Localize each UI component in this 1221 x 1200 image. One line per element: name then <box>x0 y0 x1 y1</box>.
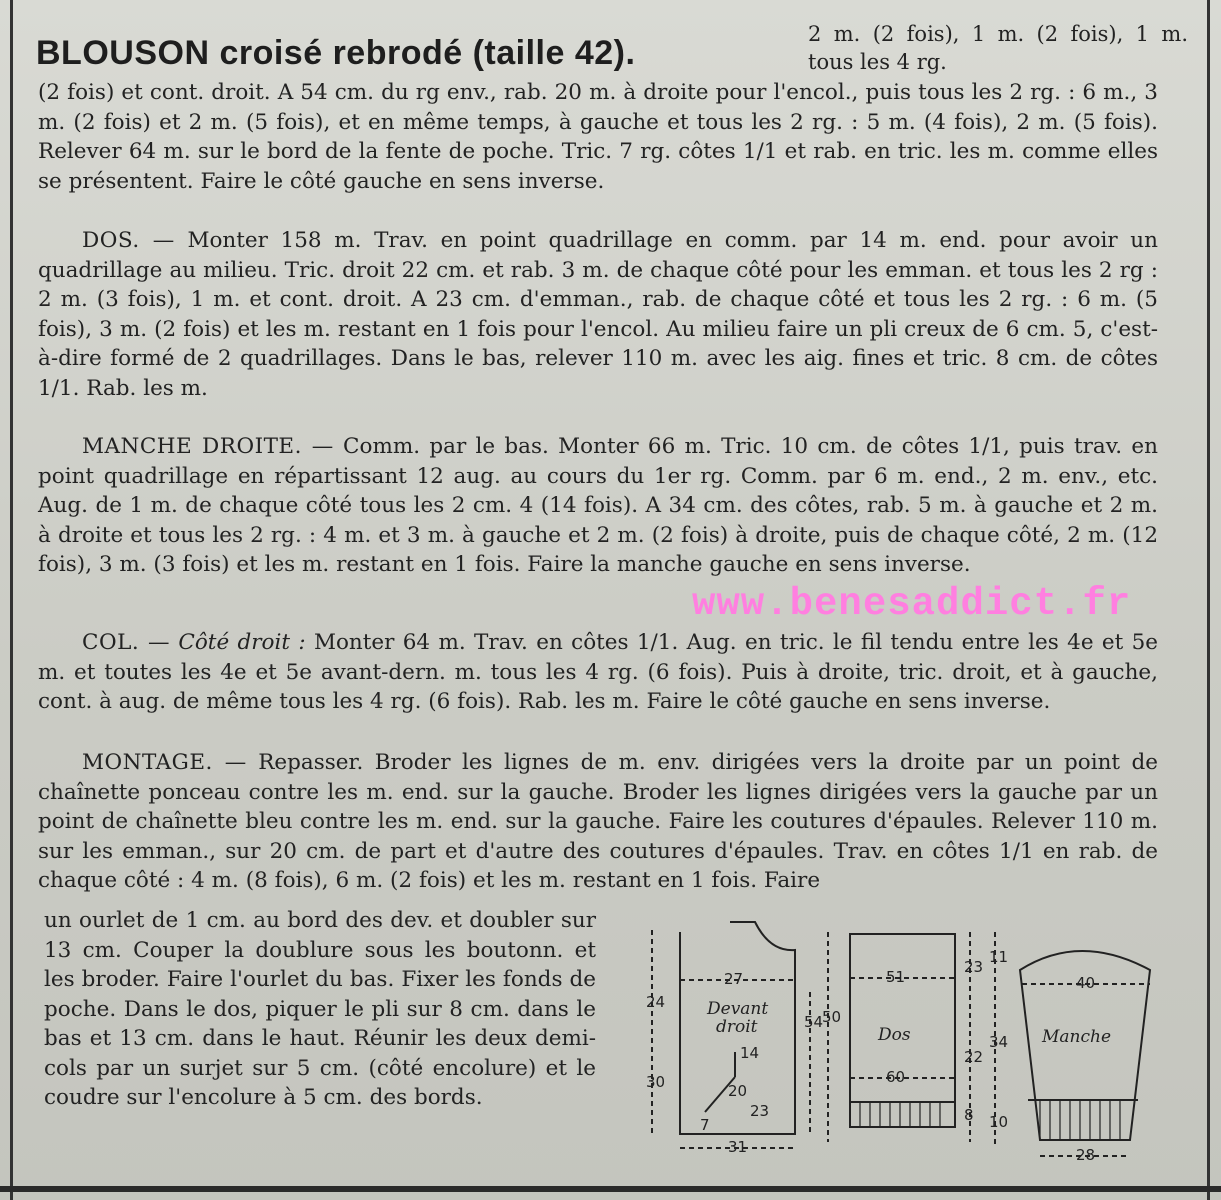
section-heading: DOS. — <box>82 228 175 253</box>
section-heading: COL. — <box>82 630 171 655</box>
title-continuation: 2 m. (2 fois), 1 m. (2 fois), 1 m. tous les 4 rg. <box>808 22 1188 74</box>
section-text: Repasser. Broder les lignes de m. env. dirigées vers la droite par un point de chaînette ponceau contre les m. end. sur la gauche. Broder les lignes dirigées vers la gauche par un point de chaînette bleu contre les m. end. sur la gauche. Faire les coutures d'épaules. Relever 110 m. sur les emman., sur 20 cm. de part et d'autre des coutures d'épaules. Trav. en côtes 1/1 en rab. de chaque côté : 4 m. (8 fois), 6 m. (2 fois) et les m. restant en 1 fois. Faire <box>38 750 1158 893</box>
pattern-schematic <box>610 912 1200 1182</box>
dos-right-bottom-dim: 22 <box>964 1048 984 1066</box>
manche-left-bottom-dim: 10 <box>989 1113 1009 1131</box>
section-text: Monter 158 m. Trav. en point quadrillage en comm. par 14 m. end. pour avoir un quadrillage au milieu. Tric. droit 22 cm. et rab. 3 m. de chaque côté pour les emman. et tous les 2 rg : 2 m. (3 fois), 1 m. et cont. droit. A 23 cm. d'emman., rab. de chaque côté et tous les 2 rg. : 6 m. (5 fois), 3 m. (2 fois) et les m. restant en 1 fois pour l'encol. Au milieu faire un pli creux de 6 cm. 5, c'est-à-dire formé de 2 quadrillages. Dans le bas, relever 110 m. avec les aig. fines et tric. 8 cm. de côtes 1/1. Rab. les m. <box>38 228 1158 401</box>
devant-bottom-dim: 31 <box>728 1138 748 1156</box>
pocket-dim-a: 14 <box>740 1044 760 1062</box>
devant-label-2: droit <box>716 1017 758 1037</box>
article-title: BLOUSON croisé rebrodé (taille 42). <box>36 34 636 72</box>
dos-left-dim: 50 <box>822 1008 842 1026</box>
manche-label: Manche <box>1042 1027 1112 1047</box>
manche-left-top-dim: 11 <box>989 948 1009 966</box>
montage-continuation: un ourlet de 1 cm. au bord des dev. et doubler sur 13 cm. Couper la doublure sous les boutonn. et les broder. Faire l'ourlet du bas. Fixer les fonds de poche. Dans le dos, piquer le pli sur 8 cm. dans le bas et 13 cm. dans le haut. Réunir les deux demi-cols par un surjet sur 5 cm. (côté encolure) et le coudre sur l'encolure à 5 cm. des bords. <box>44 908 596 1110</box>
manche-bottom-dim: 28 <box>1076 1146 1096 1164</box>
devant-top-dim: 27 <box>724 970 744 988</box>
section-heading: MONTAGE. — <box>82 750 247 775</box>
dos-hem-dim: 8 <box>964 1106 974 1124</box>
section-text: Comm. par le bas. Monter 66 m. Tric. 10 cm. de côtes 1/1, puis trav. en point quadrillage en répartissant 12 aug. au cours du 1er rg. Comm. par 6 m. end., 2 m. env., etc. Aug. de 1 m. de chaque côté tous les 2 cm. 4 (14 fois). A 34 cm. des côtes, rab. 5 m. à gauche et 2 m. à droite et tous les 2 rg. : 4 m. et 3 m. à gauche et 2 m. (2 fois) à droite, puis de chaque côté, 2 m. (12 fois), 3 m. (3 fois) et les m. restant en 1 fois. Faire la manche gauche en sens inverse. <box>38 434 1158 577</box>
manche-top-dim: 40 <box>1076 974 1096 992</box>
watermark: www.benesaddict.fr <box>692 582 1132 626</box>
pocket-dim-c: 23 <box>750 1102 770 1120</box>
pocket-dim-b: 20 <box>728 1082 748 1100</box>
right-border-rule <box>1207 0 1210 1200</box>
manche-left-mid-dim: 34 <box>989 1033 1009 1051</box>
intro-text: (2 fois) et cont. droit. A 54 cm. du rg env., rab. 20 m. à droite pour l'encol., puis tous les 2 rg. : 6 m., 3 m. (2 fois) et 2 m. (5 fois), et en même temps, à gauche et tous les 2 rg. : 5 m. (4 fois), 2 m. (5 fois). Relever 64 m. sur le bord de la fente de poche. Tric. 7 rg. côtes 1/1 et rab. en tric. les m. comme elles se présentent. Faire le côté gauche en sens inverse. <box>38 80 1158 194</box>
bottom-border-rule <box>0 1186 1221 1192</box>
section-col <box>38 628 1158 717</box>
title-row <box>36 34 796 73</box>
pocket-dim-d: 7 <box>700 1116 710 1134</box>
section-text: Monter 64 m. Trav. en côtes 1/1. Aug. en tric. le fil tendu entre les 4e et 5e m. et toutes les 4e et 5e avant-dern. m. tous les 4 rg. (6 fois). Puis à droite, tric. droit, et à gauche, cont. à aug. de même tous les 4 rg. (6 fois). Rab. les m. Faire le côté gauche en sens inverse. <box>38 630 1158 714</box>
dos-label: Dos <box>878 1025 911 1045</box>
left-border-rule <box>10 0 13 1200</box>
devant-left-top-dim: 24 <box>646 993 666 1011</box>
section-dos <box>38 226 1158 403</box>
intro-paragraph <box>38 78 1158 196</box>
section-manche-droite <box>38 432 1158 580</box>
dos-right-top-dim: 23 <box>964 958 984 976</box>
section-montage <box>38 748 1158 896</box>
section-subheading: Côté droit : <box>178 630 306 655</box>
dos-top-dim: 51 <box>886 968 906 986</box>
devant-right-dim: 54 <box>804 1013 824 1031</box>
section-heading: MANCHE DROITE. — <box>82 434 334 459</box>
dos-bottom-dim: 60 <box>886 1068 906 1086</box>
devant-label-1: Devant <box>707 999 769 1019</box>
devant-left-bottom-dim: 30 <box>646 1073 666 1091</box>
